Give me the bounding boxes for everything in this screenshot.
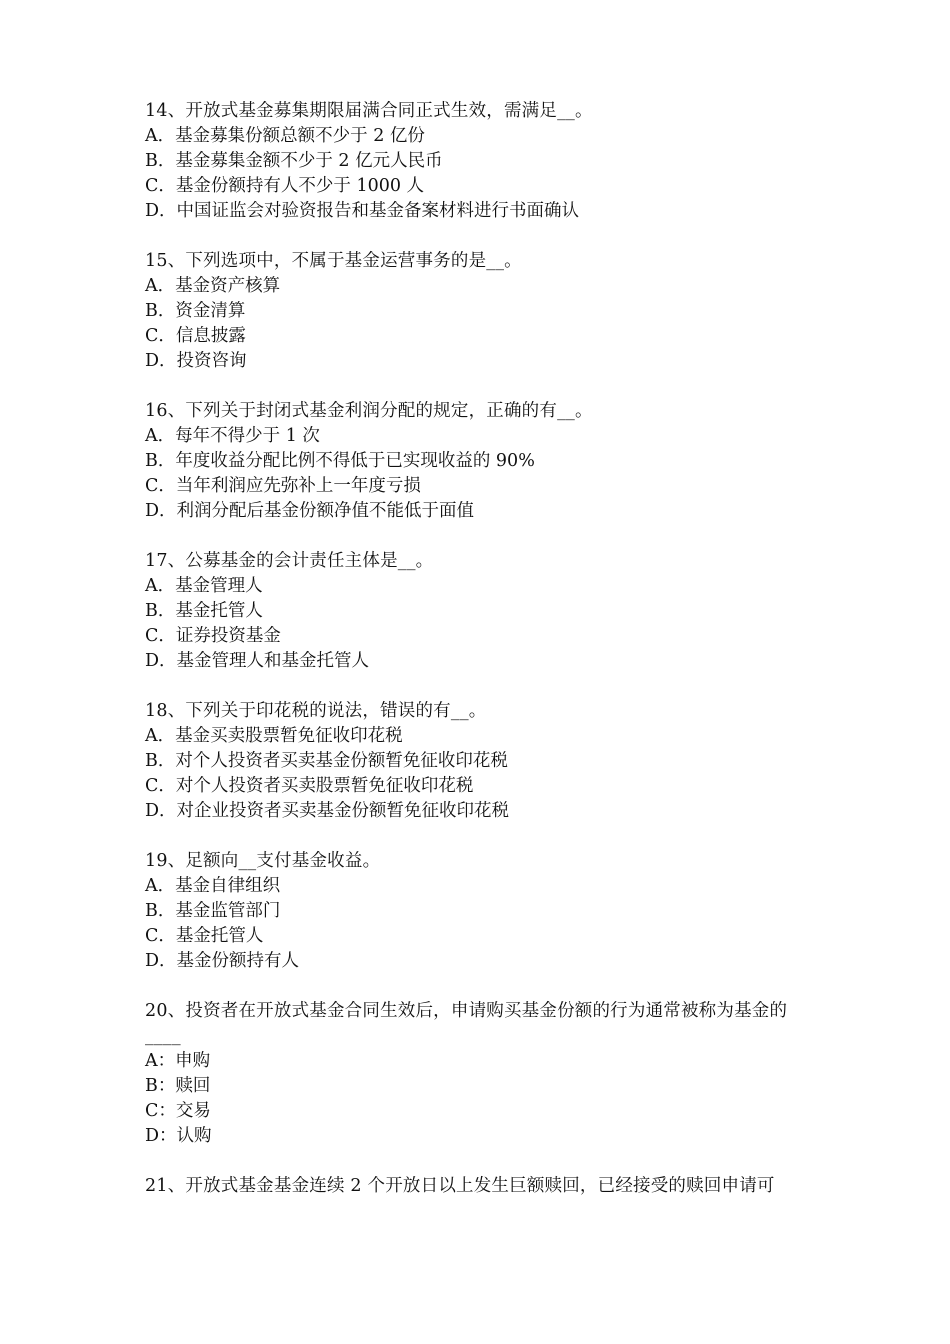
option-b: B．年度收益分配比例不得低于已实现收益的 90%	[145, 451, 535, 471]
question-stem: 19、足额向__支付基金收益。	[145, 851, 381, 871]
option-c: C：交易	[145, 1101, 211, 1121]
question-stem: 18、下列关于印花税的说法，错误的有__。	[145, 701, 487, 721]
option-c: C．对个人投资者买卖股票暂免征收印花税	[145, 776, 474, 796]
option-d: D．中国证监会对验资报告和基金备案材料进行书面确认	[145, 201, 580, 221]
question-17	[145, 549, 825, 674]
question-15	[145, 249, 825, 374]
option-d: D．基金管理人和基金托管人	[145, 651, 370, 671]
option-d: D．基金份额持有人	[145, 951, 300, 971]
question-14	[145, 99, 825, 224]
option-c: C．信息披露	[145, 326, 246, 346]
option-a: A．基金募集份额总额不少于 2 亿份	[145, 126, 425, 146]
question-18	[145, 699, 825, 824]
option-d: D．对企业投资者买卖基金份额暂免征收印花税	[145, 801, 510, 821]
option-b: B．基金托管人	[145, 601, 263, 621]
question-21	[145, 1174, 825, 1199]
option-a: A．基金管理人	[145, 576, 263, 596]
question-stem: 15、下列选项中，不属于基金运营事务的是__。	[145, 251, 522, 271]
question-stem: 17、公募基金的会计责任主体是__。	[145, 551, 434, 571]
option-a: A．基金自律组织	[145, 876, 281, 896]
option-c: C．基金份额持有人不少于 1000 人	[145, 176, 425, 196]
question-16	[145, 399, 825, 524]
option-a: A．基金资产核算	[145, 276, 281, 296]
option-d: D．投资咨询	[145, 351, 247, 371]
option-c: C．基金托管人	[145, 926, 264, 946]
option-d: D：认购	[145, 1126, 212, 1146]
document-page	[145, 99, 825, 1224]
option-c: C．当年利润应先弥补上一年度亏损	[145, 476, 421, 496]
option-d: D．利润分配后基金份额净值不能低于面值	[145, 501, 475, 521]
question-stem: 14、开放式基金募集期限届满合同正式生效，需满足__。	[145, 101, 593, 121]
option-a: A．每年不得少于 1 次	[145, 426, 320, 446]
question-stem: 16、下列关于封闭式基金利润分配的规定，正确的有__。	[145, 401, 593, 421]
option-a: A．基金买卖股票暂免征收印花税	[145, 726, 403, 746]
option-b: B．基金监管部门	[145, 901, 281, 921]
option-c: C．证券投资基金	[145, 626, 281, 646]
question-stem: 20、投资者在开放式基金合同生效后，申请购买基金份额的行为通常被称为基金的____	[145, 1001, 788, 1046]
option-b: B：赎回	[145, 1076, 211, 1096]
question-19	[145, 849, 825, 974]
option-b: B．对个人投资者买卖基金份额暂免征收印花税	[145, 751, 508, 771]
option-b: B．资金清算	[145, 301, 246, 321]
option-a: A：申购	[145, 1051, 211, 1071]
question-stem: 21、开放式基金基金连续 2 个开放日以上发生巨额赎回，已经接受的赎回申请可	[145, 1176, 775, 1196]
question-20	[145, 999, 825, 1149]
option-b: B．基金募集金额不少于 2 亿元人民币	[145, 151, 443, 171]
